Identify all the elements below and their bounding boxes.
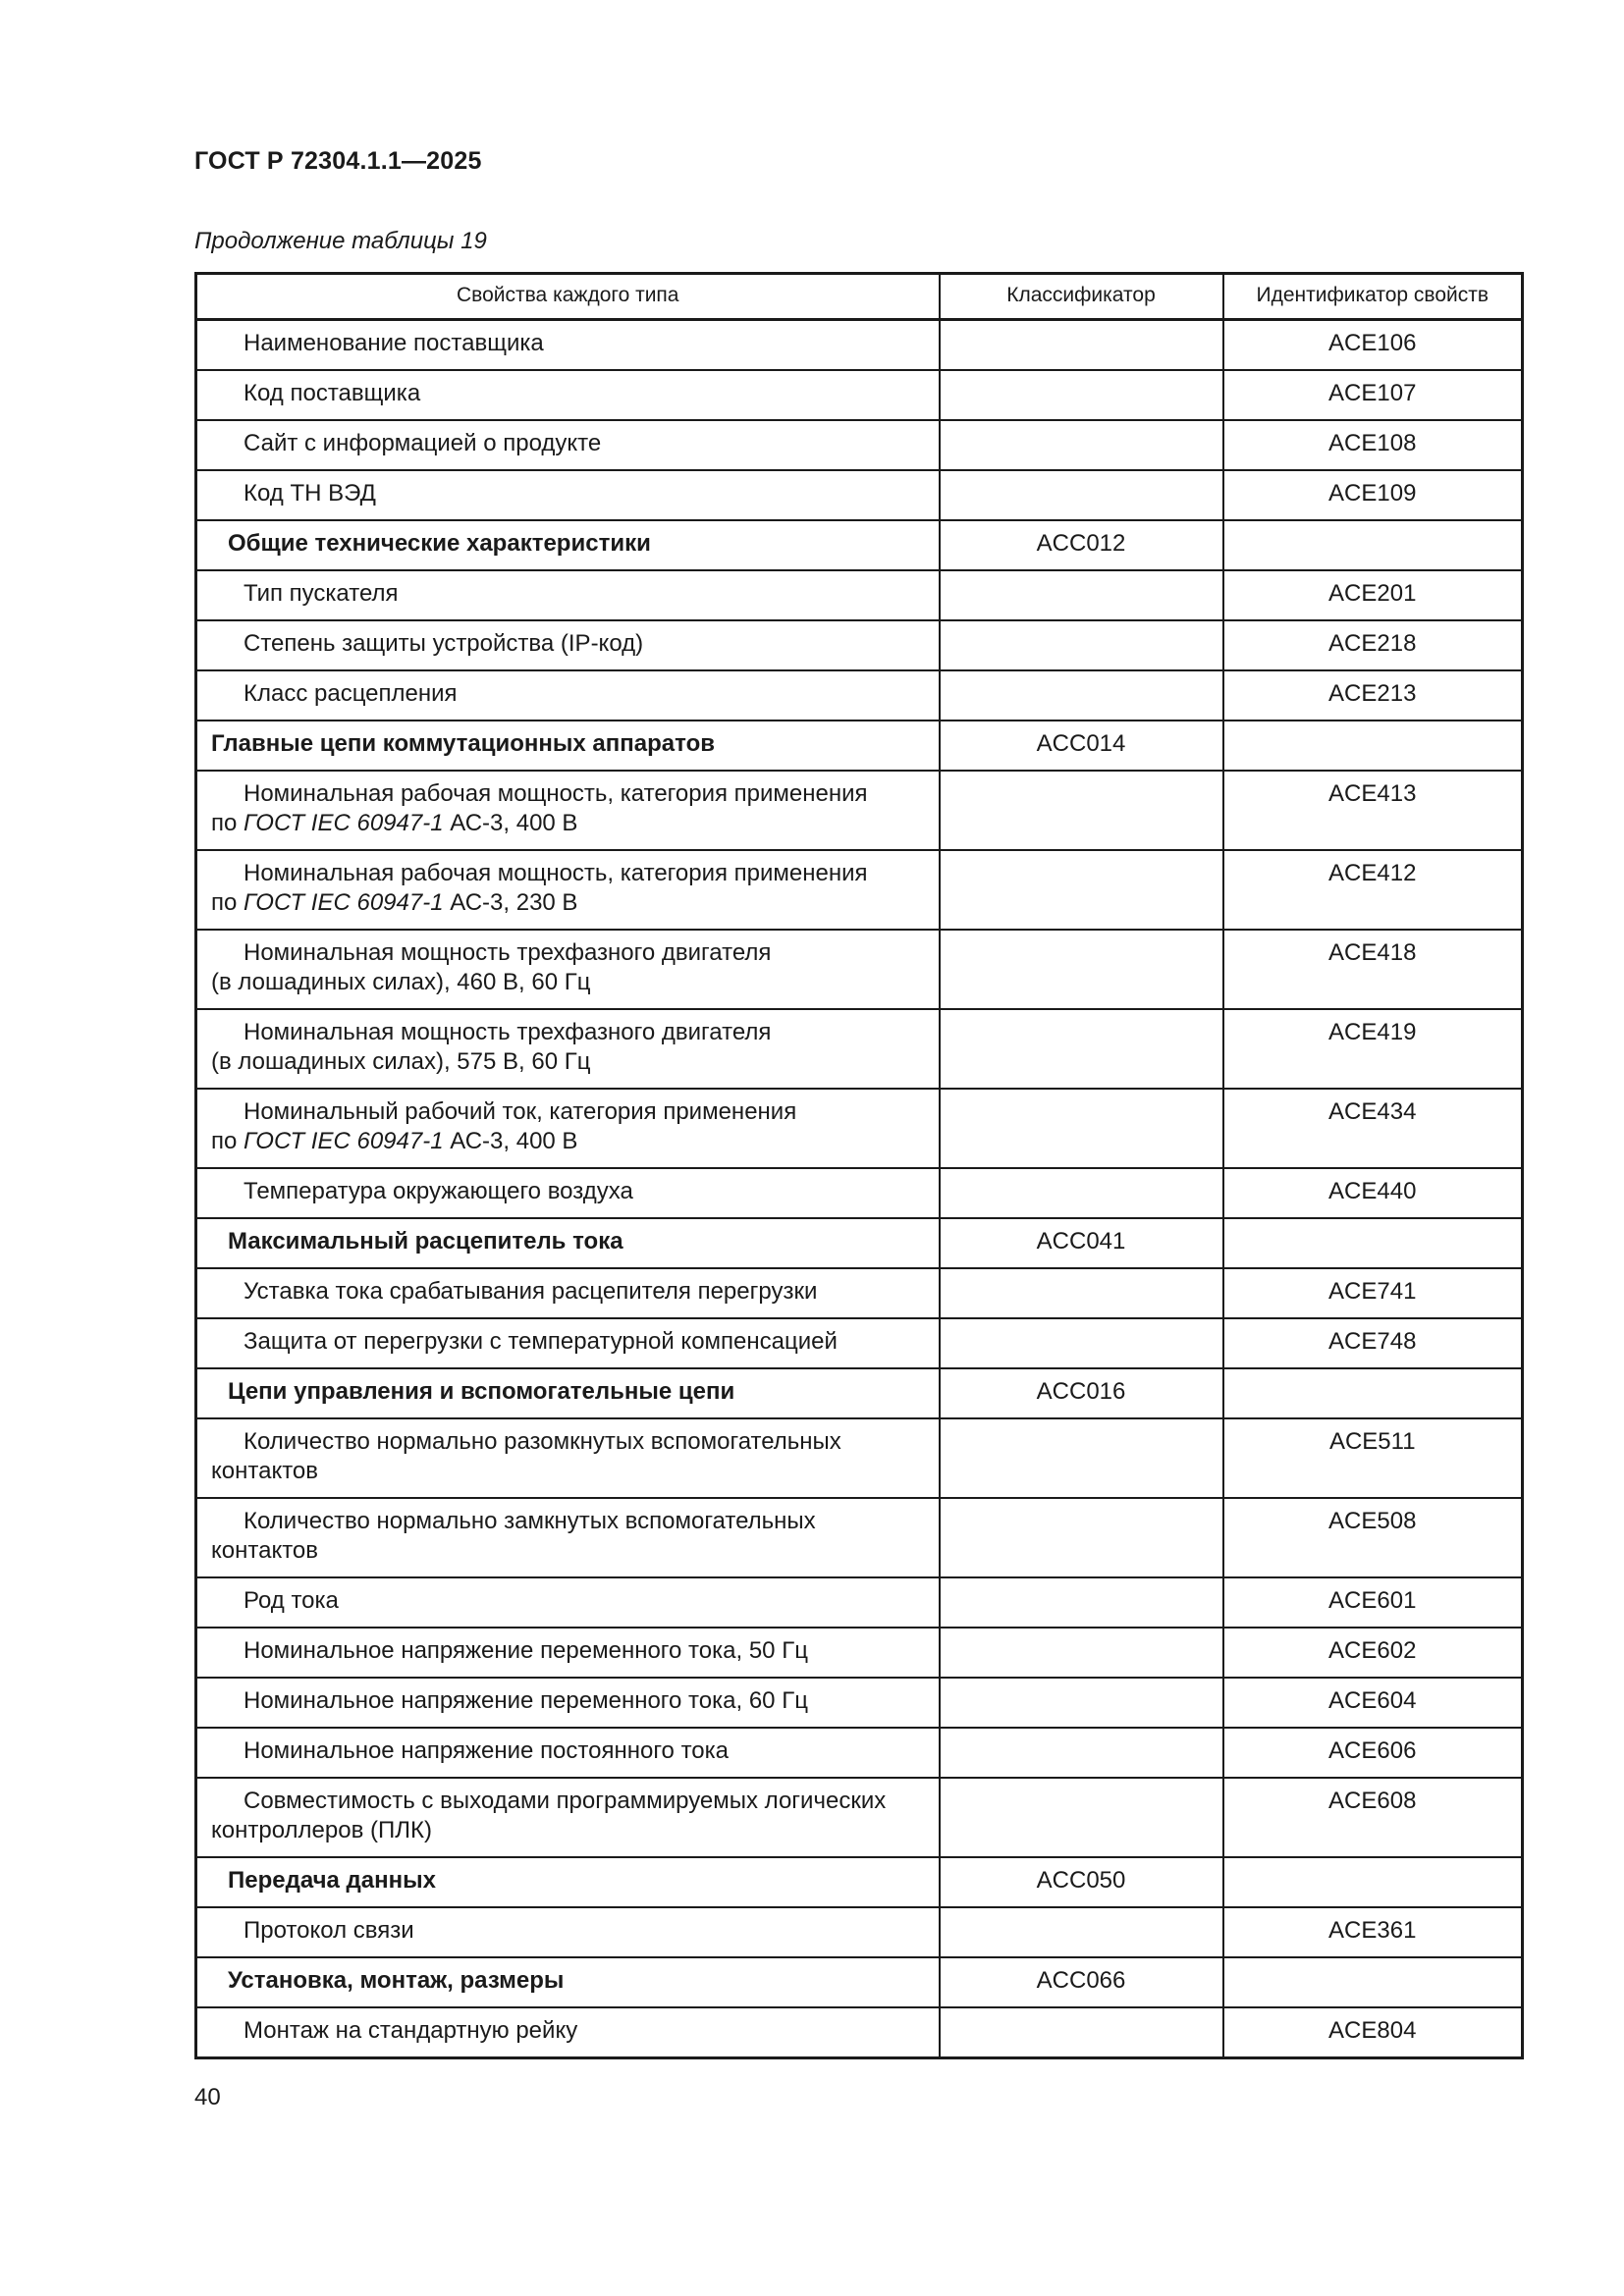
property-name-cell [196,370,940,420]
classifier-cell: ACC016 [940,1368,1223,1418]
property-id-cell: ACE413 [1223,771,1523,850]
property-name-cell [196,1009,940,1089]
property-id-cell: ACE213 [1223,670,1523,721]
property-name-text: Главные цепи коммутационных аппаратов [211,730,715,757]
property-id-cell: ACE106 [1223,320,1523,371]
property-name-text: Цепи управления и вспомогательные цепи [228,1378,735,1405]
table-header [196,274,1523,320]
classifier-cell [940,1778,1223,1857]
property-name-text: Количество нормально замкнутых вспомогательных [244,1508,816,1534]
category-row [196,721,1523,771]
property-name-text: Номинальная рабочая мощность, категория применения [244,780,868,807]
property-name-text: Совместимость с выходами программируемых логических [244,1788,887,1814]
property-row [196,470,1523,520]
property-id-cell: ACE201 [1223,570,1523,620]
classifier-cell [940,771,1223,850]
property-row [196,1089,1523,1168]
property-name-text: Температура окружающего воздуха [244,1178,633,1204]
property-name-text: Номинальный рабочий ток, категория применения [244,1098,797,1125]
property-name-text: Протокол связи [244,1917,414,1944]
property-row [196,1628,1523,1678]
property-id-cell: ACE508 [1223,1498,1523,1577]
property-row [196,1907,1523,1957]
property-row [196,320,1523,371]
classifier-cell [940,1678,1223,1728]
category-row [196,1857,1523,1907]
property-name-text: АС-3, 400 В [443,1128,578,1154]
property-id-cell: ACE440 [1223,1168,1523,1218]
classifier-cell [940,930,1223,1009]
property-id-cell: ACE604 [1223,1678,1523,1728]
classifier-cell [940,1268,1223,1318]
property-row [196,1268,1523,1318]
property-row [196,420,1523,470]
property-name-cell [196,1728,940,1778]
category-row [196,1218,1523,1268]
property-name-text: Степень защиты устройства (IP-код) [244,630,644,657]
property-name-text: (в лошадиных силах), 460 В, 60 Гц [211,969,591,995]
classifier-cell [940,370,1223,420]
classifier-cell [940,850,1223,930]
property-name-cell [196,1089,940,1168]
classifier-cell [940,1577,1223,1628]
classifier-cell [940,2007,1223,2058]
property-row [196,1168,1523,1218]
property-id-cell [1223,721,1523,771]
standard-reference: ГОСТ IEC 60947-1 [244,889,444,916]
standard-reference: ГОСТ IEC 60947-1 [244,810,444,836]
property-name-cell [196,1268,940,1318]
property-name-cell [196,670,940,721]
property-name-cell [196,1907,940,1957]
classifier-cell [940,570,1223,620]
table-caption: Продолжение таблицы 19 [194,228,487,254]
property-name-text: Класс расцепления [244,680,458,707]
column-header-classifier: Классификатор [940,274,1223,320]
property-id-cell: ACE608 [1223,1778,1523,1857]
classifier-cell [940,1168,1223,1218]
property-name-text: контроллеров (ПЛК) [211,1817,432,1843]
property-name-text: АС-3, 230 В [443,889,578,916]
property-id-cell [1223,1218,1523,1268]
document-code: ГОСТ Р 72304.1.1—2025 [194,147,482,175]
property-name-text: Номинальная рабочая мощность, категория применения [244,860,868,886]
table-header-row [196,274,1523,320]
property-name-text: Номинальное напряжение переменного тока, 60 Гц [244,1687,808,1714]
table-body [196,320,1523,2058]
property-name-cell [196,1857,940,1907]
property-id-cell: ACE107 [1223,370,1523,420]
property-id-cell: ACE741 [1223,1268,1523,1318]
property-name-text: Монтаж на стандартную рейку [244,2017,578,2044]
classifier-cell [940,1318,1223,1368]
property-name-text: (в лошадиных силах), 575 В, 60 Гц [211,1048,591,1075]
property-row [196,1728,1523,1778]
property-name-cell [196,721,940,771]
column-header-property-id: Идентификатор свойств [1223,274,1523,320]
classifier-cell [940,1628,1223,1678]
page-number: 40 [194,2084,221,2110]
property-name-cell [196,2007,940,2058]
property-row [196,930,1523,1009]
property-id-cell: ACE434 [1223,1089,1523,1168]
property-name-text: Сайт с информацией о продукте [244,430,602,456]
classifier-cell: ACC041 [940,1218,1223,1268]
property-id-cell: ACE804 [1223,2007,1523,2058]
property-name-text: Номинальная мощность трехфазного двигателя [244,939,772,966]
classifier-cell: ACC014 [940,721,1223,771]
property-name-text: Номинальное напряжение постоянного тока [244,1737,730,1764]
property-name-text: АС-3, 400 В [443,810,578,836]
property-name-text: Максимальный расцепитель тока [228,1228,623,1255]
property-name-text: Код ТН ВЭД [244,480,376,507]
property-row [196,1009,1523,1089]
property-name-cell [196,1778,940,1857]
property-name-text: Род тока [244,1587,339,1614]
standard-reference: ГОСТ IEC 60947-1 [244,1128,444,1154]
property-row [196,1418,1523,1498]
classifier-cell [940,320,1223,371]
classifier-cell [940,670,1223,721]
property-name-cell [196,771,940,850]
property-name-cell [196,1498,940,1577]
property-name-cell [196,520,940,570]
property-name-text: Номинальное напряжение переменного тока, 50 Гц [244,1637,808,1664]
property-name-text: Количество нормально разомкнутых вспомогательных [244,1428,841,1455]
property-row [196,771,1523,850]
property-id-cell: ACE601 [1223,1577,1523,1628]
property-name-cell [196,1678,940,1728]
property-name-cell [196,1318,940,1368]
property-id-cell: ACE511 [1223,1418,1523,1498]
property-name-cell [196,1418,940,1498]
classifier-cell [940,1089,1223,1168]
property-id-cell [1223,1368,1523,1418]
property-name-cell [196,850,940,930]
properties-table-container [194,272,1521,2059]
classifier-cell: ACC066 [940,1957,1223,2007]
property-id-cell: ACE419 [1223,1009,1523,1089]
property-name-text: Номинальная мощность трехфазного двигателя [244,1019,772,1045]
property-row [196,1498,1523,1577]
property-id-cell: ACE218 [1223,620,1523,670]
property-row [196,670,1523,721]
category-row [196,1957,1523,2007]
property-name-cell [196,1628,940,1678]
property-id-cell: ACE418 [1223,930,1523,1009]
property-id-cell [1223,1957,1523,2007]
classifier-cell [940,1498,1223,1577]
classifier-cell [940,1009,1223,1089]
column-header-properties: Свойства каждого типа [196,274,940,320]
property-name-cell [196,470,940,520]
classifier-cell [940,470,1223,520]
classifier-cell [940,1418,1223,1498]
property-name-text: Общие технические характеристики [228,530,651,557]
property-id-cell: ACE361 [1223,1907,1523,1957]
property-row [196,370,1523,420]
properties-table [194,272,1524,2059]
property-name-cell [196,620,940,670]
property-row [196,1577,1523,1628]
property-name-cell [196,930,940,1009]
property-row [196,620,1523,670]
property-name-text: Защита от перегрузки с температурной компенсацией [244,1328,838,1355]
property-name-text: Передача данных [228,1867,436,1894]
classifier-cell [940,620,1223,670]
classifier-cell [940,420,1223,470]
property-name-cell [196,1957,940,2007]
classifier-cell [940,1728,1223,1778]
property-name-cell [196,1168,940,1218]
property-id-cell [1223,520,1523,570]
category-row [196,520,1523,570]
category-row [196,1368,1523,1418]
property-name-text: контактов [211,1458,319,1484]
property-id-cell: ACE602 [1223,1628,1523,1678]
property-name-text: по [211,810,244,836]
property-name-cell [196,420,940,470]
property-name-text: по [211,1128,244,1154]
property-id-cell: ACE109 [1223,470,1523,520]
classifier-cell [940,1907,1223,1957]
property-name-text: Тип пускателя [244,580,399,607]
property-name-text: Установка, монтаж, размеры [228,1967,565,1994]
property-id-cell: ACE748 [1223,1318,1523,1368]
property-id-cell: ACE412 [1223,850,1523,930]
property-name-cell [196,1218,940,1268]
property-row [196,850,1523,930]
property-name-cell [196,320,940,371]
property-row [196,570,1523,620]
property-name-cell [196,1368,940,1418]
classifier-cell: ACC012 [940,520,1223,570]
property-name-cell [196,1577,940,1628]
property-name-text: по [211,889,244,916]
classifier-cell: ACC050 [940,1857,1223,1907]
property-name-text: Код поставщика [244,380,421,406]
property-name-text: контактов [211,1537,319,1564]
property-row [196,1318,1523,1368]
property-row [196,1778,1523,1857]
property-name-text: Наименование поставщика [244,330,544,356]
property-name-text: Уставка тока срабатывания расцепителя перегрузки [244,1278,818,1305]
property-id-cell: ACE108 [1223,420,1523,470]
property-name-cell [196,570,940,620]
property-id-cell [1223,1857,1523,1907]
property-id-cell: ACE606 [1223,1728,1523,1778]
property-row [196,2007,1523,2058]
property-row [196,1678,1523,1728]
